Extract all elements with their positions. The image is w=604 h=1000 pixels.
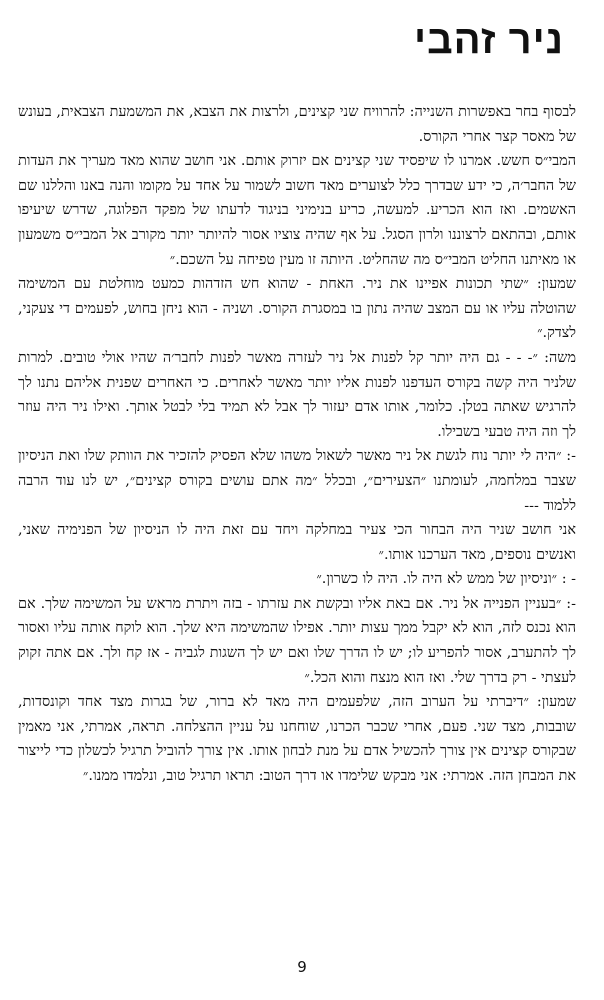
page-title: ניר זהבי — [414, 18, 564, 62]
paragraph: המבי״ס חשש. אמרנו לו שיפסיד שני קצינים אם יזרוק אותם. אני חושב שהוא מאד מעריך את העדות של החבר׳ה, כי ידע שבדרך כלל לצוערים מאד חשוב לשמור על אחד על מקומו והנה באנו והללנו שם האשמים. ואז הוא הכריע. למעשה, כריע בנימיני בניגוד לדעתו של מפקד הפלוגה, שדרש שיעיפו אותם, ובהתאם לרצוננו ולרון הסגל. על אף שהיה צוציו אסור להיותר יותר מקורב אל המבי״ס משמעון או מאיתנו החליט המבי״ס מה שהחליט. היותה זו מעין טפיחה על השכם.״ — [18, 153, 576, 268]
paragraph: - : ״וניסיון של ממש לא היה לו. היה לו כשרון.״ — [316, 571, 576, 588]
paragraph: -: ״היה לי יותר נוח לגשת אל ניר מאשר לשאול משהו שלא הפסיק להזכיר את הוותק שלו ואת הניסיון שצבר במלחמה, לעומתנו ״הצעירים״, ובכלל ״מה אתם עושים בקורס קצינים״, יש לנו עוד הרבה ללמוד --- — [18, 448, 576, 514]
paragraph: שמעון: ״דיברתי על הערוב הזה, שלפעמים היה מאד לא ברור, של בגרות מצד אחד וקונסדות, שובבות, מצד שני. פעם, אחרי שכבר הכרנו, שוחחנו על עניין ההצלחה. תראה, אמרתי, אני מאמין שבקורס קצינים אין צורך להכשיל אדם על מנת לבחון אותו. אין צורך להוביל תרגיל לכשלון כדי לייצור את המבחן הזה. אמרתי: אני מבקש שלימדו או דרך הטוב: תראו תרגיל טוב, ונלמדו ממנו.״ — [18, 694, 576, 785]
paragraph: -: ״בעניין הפנייה אל ניר. אם באת אליו ובקשת את עזרתו - בזה ויתרת מראש על המשימה שלך. אם הוא נכנס לזה, הוא לא יקבל ממך עצות יותר. אפילו שהמשימה היא שלך. הוא לוקח אותה עליו ואסור לך להתערב, אסור להפריע לו; יש לו הדרך שלו ואם יש לך השגות לגביה - אז קח ולך. אם אתה זקוק לעצתי - רק בדרך שלי. ואז הוא מנצח והוא הכל.״ — [18, 595, 576, 686]
paragraph: משה: ״- - - גם היה יותר קל לפנות אל ניר לעזרה מאשר לפנות לחבר׳ה שהיו אולי טובים. למרות שלניר היה קשה בקורס העדפנו לפנות אליו יותר מאשר לאחרים. כי האחרים שפנית אליהם נתנו לך להרגיש שאתה בטלן. כלומר, אותו אדם יעזור לך אבל לא תמיד בלי לבטל אותך. ואילו ניר היה עוזר לך וזה היה טבעי בשבילו. — [18, 349, 576, 440]
page-number: 9 — [297, 958, 307, 976]
paragraph: שמעון: ״שתי תכונות אפיינו את ניר. האחת - שהוא חש הזדהות כמעט מוחלטת עם המשימה שהוטלה עליו או עם המצב שהיה נתון בו במסגרת הקורס. ושניה - הוא ניחן בחוש, לפעמים די צעקני, לצדק.״ — [18, 276, 576, 342]
paragraph: אני חושב שניר היה הבחור הכי צעיר במחלקה ויחד עם זאת היה לו הניסיון של הפנימיה שאני, ואנשים נוספים, מאד הערכנו אותו.״ — [18, 522, 576, 563]
paragraph: לבסוף בחר באפשרות השנייה: להרוויח שני קצינים, ולרצות את הצבא, את המשמעת הצבאית, בעונש של מאסר קצר אחרי הקורס. — [18, 104, 576, 145]
body-text — [18, 100, 576, 789]
